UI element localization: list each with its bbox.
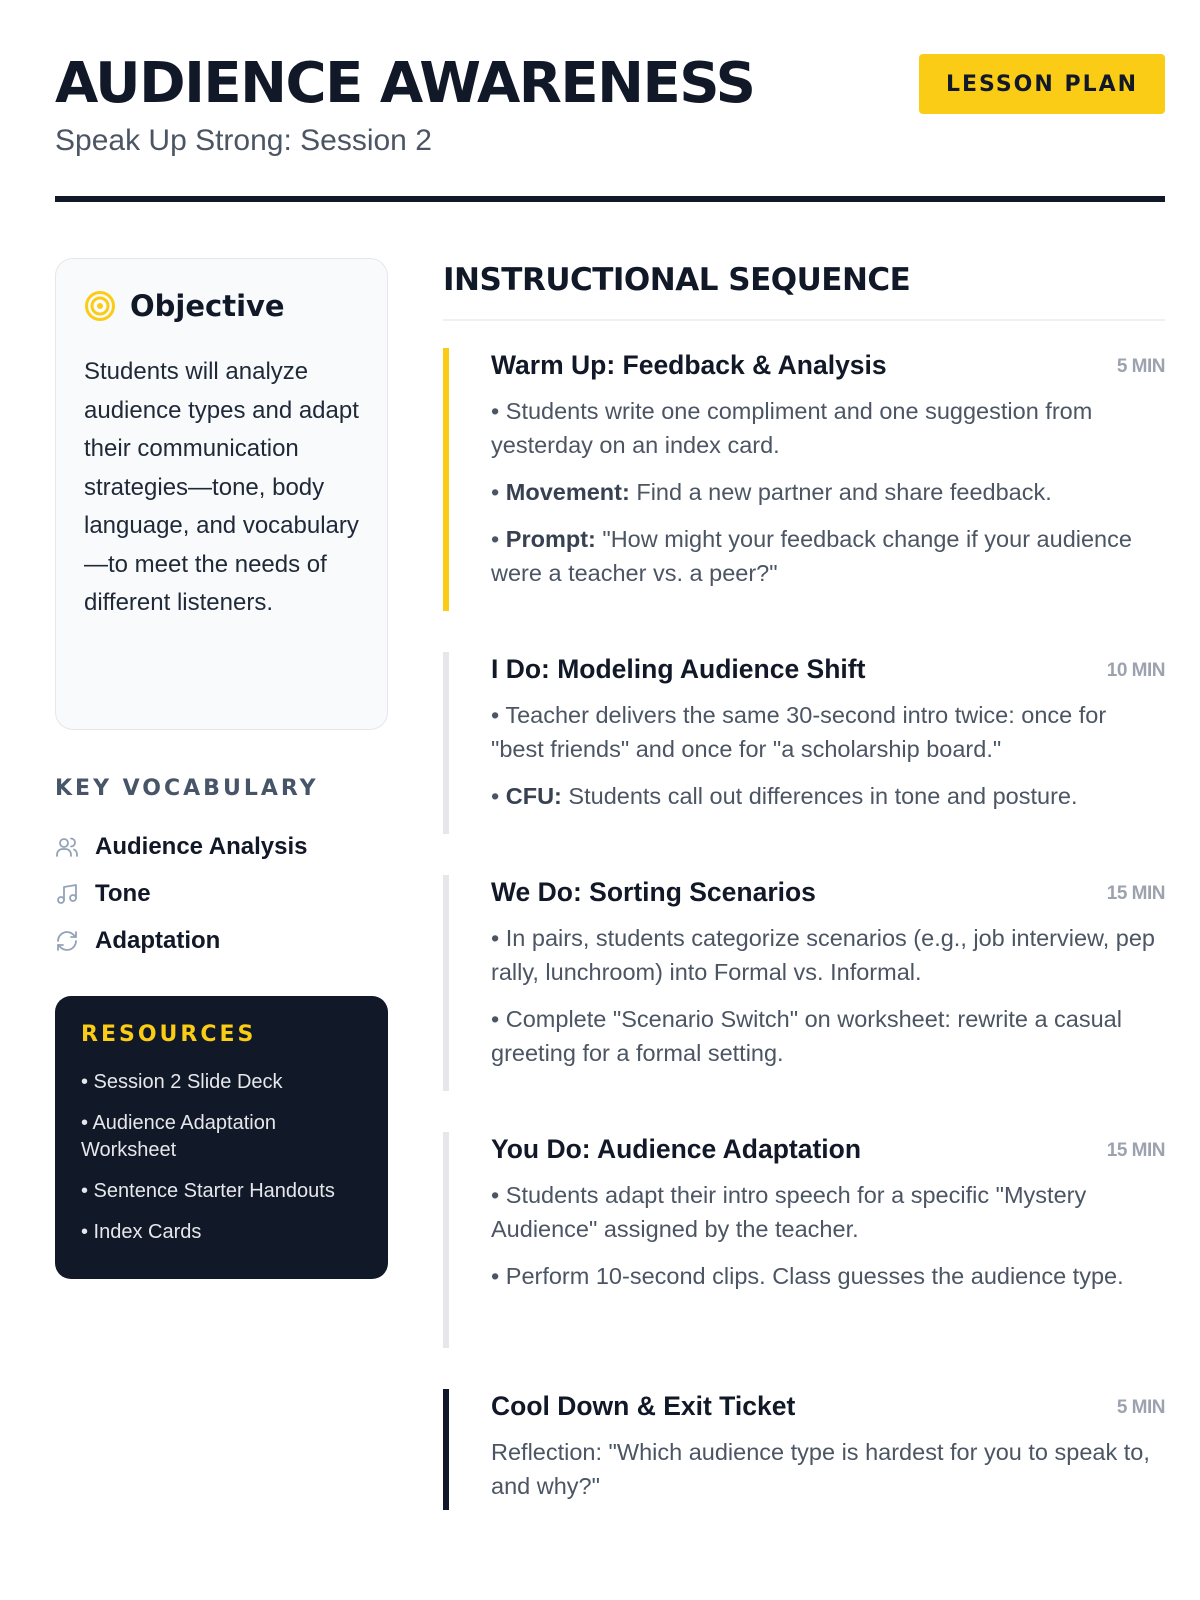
vocabulary-label: Tone bbox=[95, 879, 151, 907]
resources-title: RESOURCES bbox=[81, 1022, 257, 1047]
sequence-step-we-do bbox=[443, 875, 1165, 1091]
users-icon bbox=[55, 835, 79, 859]
point-label: CFU: bbox=[505, 783, 562, 809]
bullet: • bbox=[491, 783, 506, 809]
point-text: Reflection: "Which audience type is hardest for you to speak to, and why?" bbox=[491, 1439, 1150, 1499]
point-label: Prompt: bbox=[505, 526, 596, 552]
objective-text: Students will analyze audience types and adapt their communication strategies—tone, body language, and vocabulary—to meet the needs of different listeners. bbox=[84, 358, 359, 616]
step-accent-bar bbox=[443, 348, 449, 611]
sequence-step-warm-up bbox=[443, 348, 1165, 611]
resource-item: • Sentence Starter Handouts bbox=[81, 1180, 335, 1202]
step-point bbox=[491, 1178, 1165, 1246]
point-text: "How might your feedback change if your audience were a teacher vs. a peer?" bbox=[491, 526, 1132, 586]
resource-item: • Index Cards bbox=[81, 1221, 202, 1243]
step-duration: 10 MIN bbox=[1106, 660, 1165, 681]
step-accent-bar bbox=[443, 1389, 449, 1510]
target-icon bbox=[84, 290, 116, 322]
step-title: We Do: Sorting Scenarios bbox=[491, 877, 816, 907]
point-text: Teacher delivers the same 30-second intro twice: once for "best friends" and once for "a scholarship board." bbox=[491, 702, 1107, 762]
step-point bbox=[491, 1002, 1165, 1070]
step-point bbox=[491, 394, 1165, 462]
step-title: I Do: Modeling Audience Shift bbox=[491, 654, 866, 684]
objective-title: Objective bbox=[130, 289, 285, 323]
bullet: • bbox=[491, 526, 506, 552]
resources-list bbox=[81, 1069, 362, 1246]
point-text: Perform 10-second clips. Class guesses the audience type. bbox=[505, 1263, 1124, 1289]
step-point bbox=[491, 1435, 1165, 1503]
objective-card bbox=[55, 258, 388, 730]
vocabulary-label: Audience Analysis bbox=[95, 832, 308, 860]
point-text: Find a new partner and share feedback. bbox=[629, 479, 1052, 505]
page-subtitle: Speak Up Strong: Session 2 bbox=[55, 124, 432, 157]
point-text: Complete "Scenario Switch" on worksheet: rewrite a casual greeting for a formal setting. bbox=[491, 1006, 1122, 1066]
step-point bbox=[491, 475, 1165, 509]
step-duration: 15 MIN bbox=[1106, 1140, 1165, 1161]
sequence-step-i-do bbox=[443, 652, 1165, 834]
point-label: Movement: bbox=[505, 479, 630, 505]
vocabulary-item bbox=[55, 917, 308, 964]
bullet: • bbox=[491, 1182, 506, 1208]
vocabulary-label: Adaptation bbox=[95, 926, 221, 954]
sequence-step-cool-down bbox=[443, 1389, 1165, 1510]
bullet: • bbox=[491, 702, 506, 728]
step-accent-bar bbox=[443, 1132, 449, 1348]
bullet: • bbox=[491, 1006, 506, 1032]
bullet: • bbox=[491, 1263, 506, 1289]
bullet: • bbox=[491, 925, 506, 951]
page-header bbox=[55, 50, 1165, 160]
resource-item: • Audience Adaptation Worksheet bbox=[81, 1112, 276, 1161]
step-points bbox=[491, 1435, 1165, 1503]
refresh-icon bbox=[55, 929, 79, 953]
step-title: You Do: Audience Adaptation bbox=[491, 1134, 862, 1164]
step-points bbox=[491, 921, 1165, 1070]
vocabulary-heading: KEY VOCABULARY bbox=[55, 776, 319, 801]
step-point bbox=[491, 921, 1165, 989]
step-points bbox=[491, 394, 1165, 590]
point-text: In pairs, students categorize scenarios (e.g., job interview, pep rally, lunchroom) into Formal vs. Informal. bbox=[491, 925, 1155, 985]
step-duration: 15 MIN bbox=[1106, 883, 1165, 904]
step-point bbox=[491, 698, 1165, 766]
resource-item: • Session 2 Slide Deck bbox=[81, 1071, 283, 1093]
resources-card bbox=[55, 996, 388, 1279]
step-points bbox=[491, 698, 1165, 813]
page-title: AUDIENCE AWARENESS bbox=[55, 51, 755, 116]
vocabulary-item bbox=[55, 823, 308, 870]
point-text: Students write one compliment and one suggestion from yesterday on an index card. bbox=[491, 398, 1093, 458]
header-divider bbox=[55, 196, 1165, 202]
objective-header bbox=[84, 289, 359, 323]
sequence-heading: INSTRUCTIONAL SEQUENCE bbox=[443, 262, 911, 298]
vocabulary-item bbox=[55, 870, 308, 917]
music-note-icon bbox=[55, 882, 79, 906]
step-title: Warm Up: Feedback & Analysis bbox=[491, 350, 887, 380]
step-title: Cool Down & Exit Ticket bbox=[491, 1391, 796, 1421]
step-points bbox=[491, 1178, 1165, 1293]
bullet: • bbox=[491, 479, 506, 505]
bullet: • bbox=[491, 398, 506, 424]
step-point bbox=[491, 779, 1165, 813]
vocabulary-list bbox=[55, 823, 308, 964]
point-text: Students adapt their intro speech for a specific "Mystery Audience" assigned by the teacher. bbox=[491, 1182, 1087, 1242]
step-accent-bar bbox=[443, 875, 449, 1091]
point-text: Students call out differences in tone and posture. bbox=[561, 783, 1078, 809]
step-point bbox=[491, 1259, 1165, 1293]
step-duration: 5 MIN bbox=[1116, 1397, 1165, 1418]
step-duration: 5 MIN bbox=[1116, 356, 1165, 377]
sequence-divider bbox=[443, 319, 1165, 321]
lesson-plan-badge: LESSON PLAN bbox=[919, 54, 1165, 114]
sequence-step-you-do bbox=[443, 1132, 1165, 1348]
step-accent-bar bbox=[443, 652, 449, 834]
step-point bbox=[491, 522, 1165, 590]
